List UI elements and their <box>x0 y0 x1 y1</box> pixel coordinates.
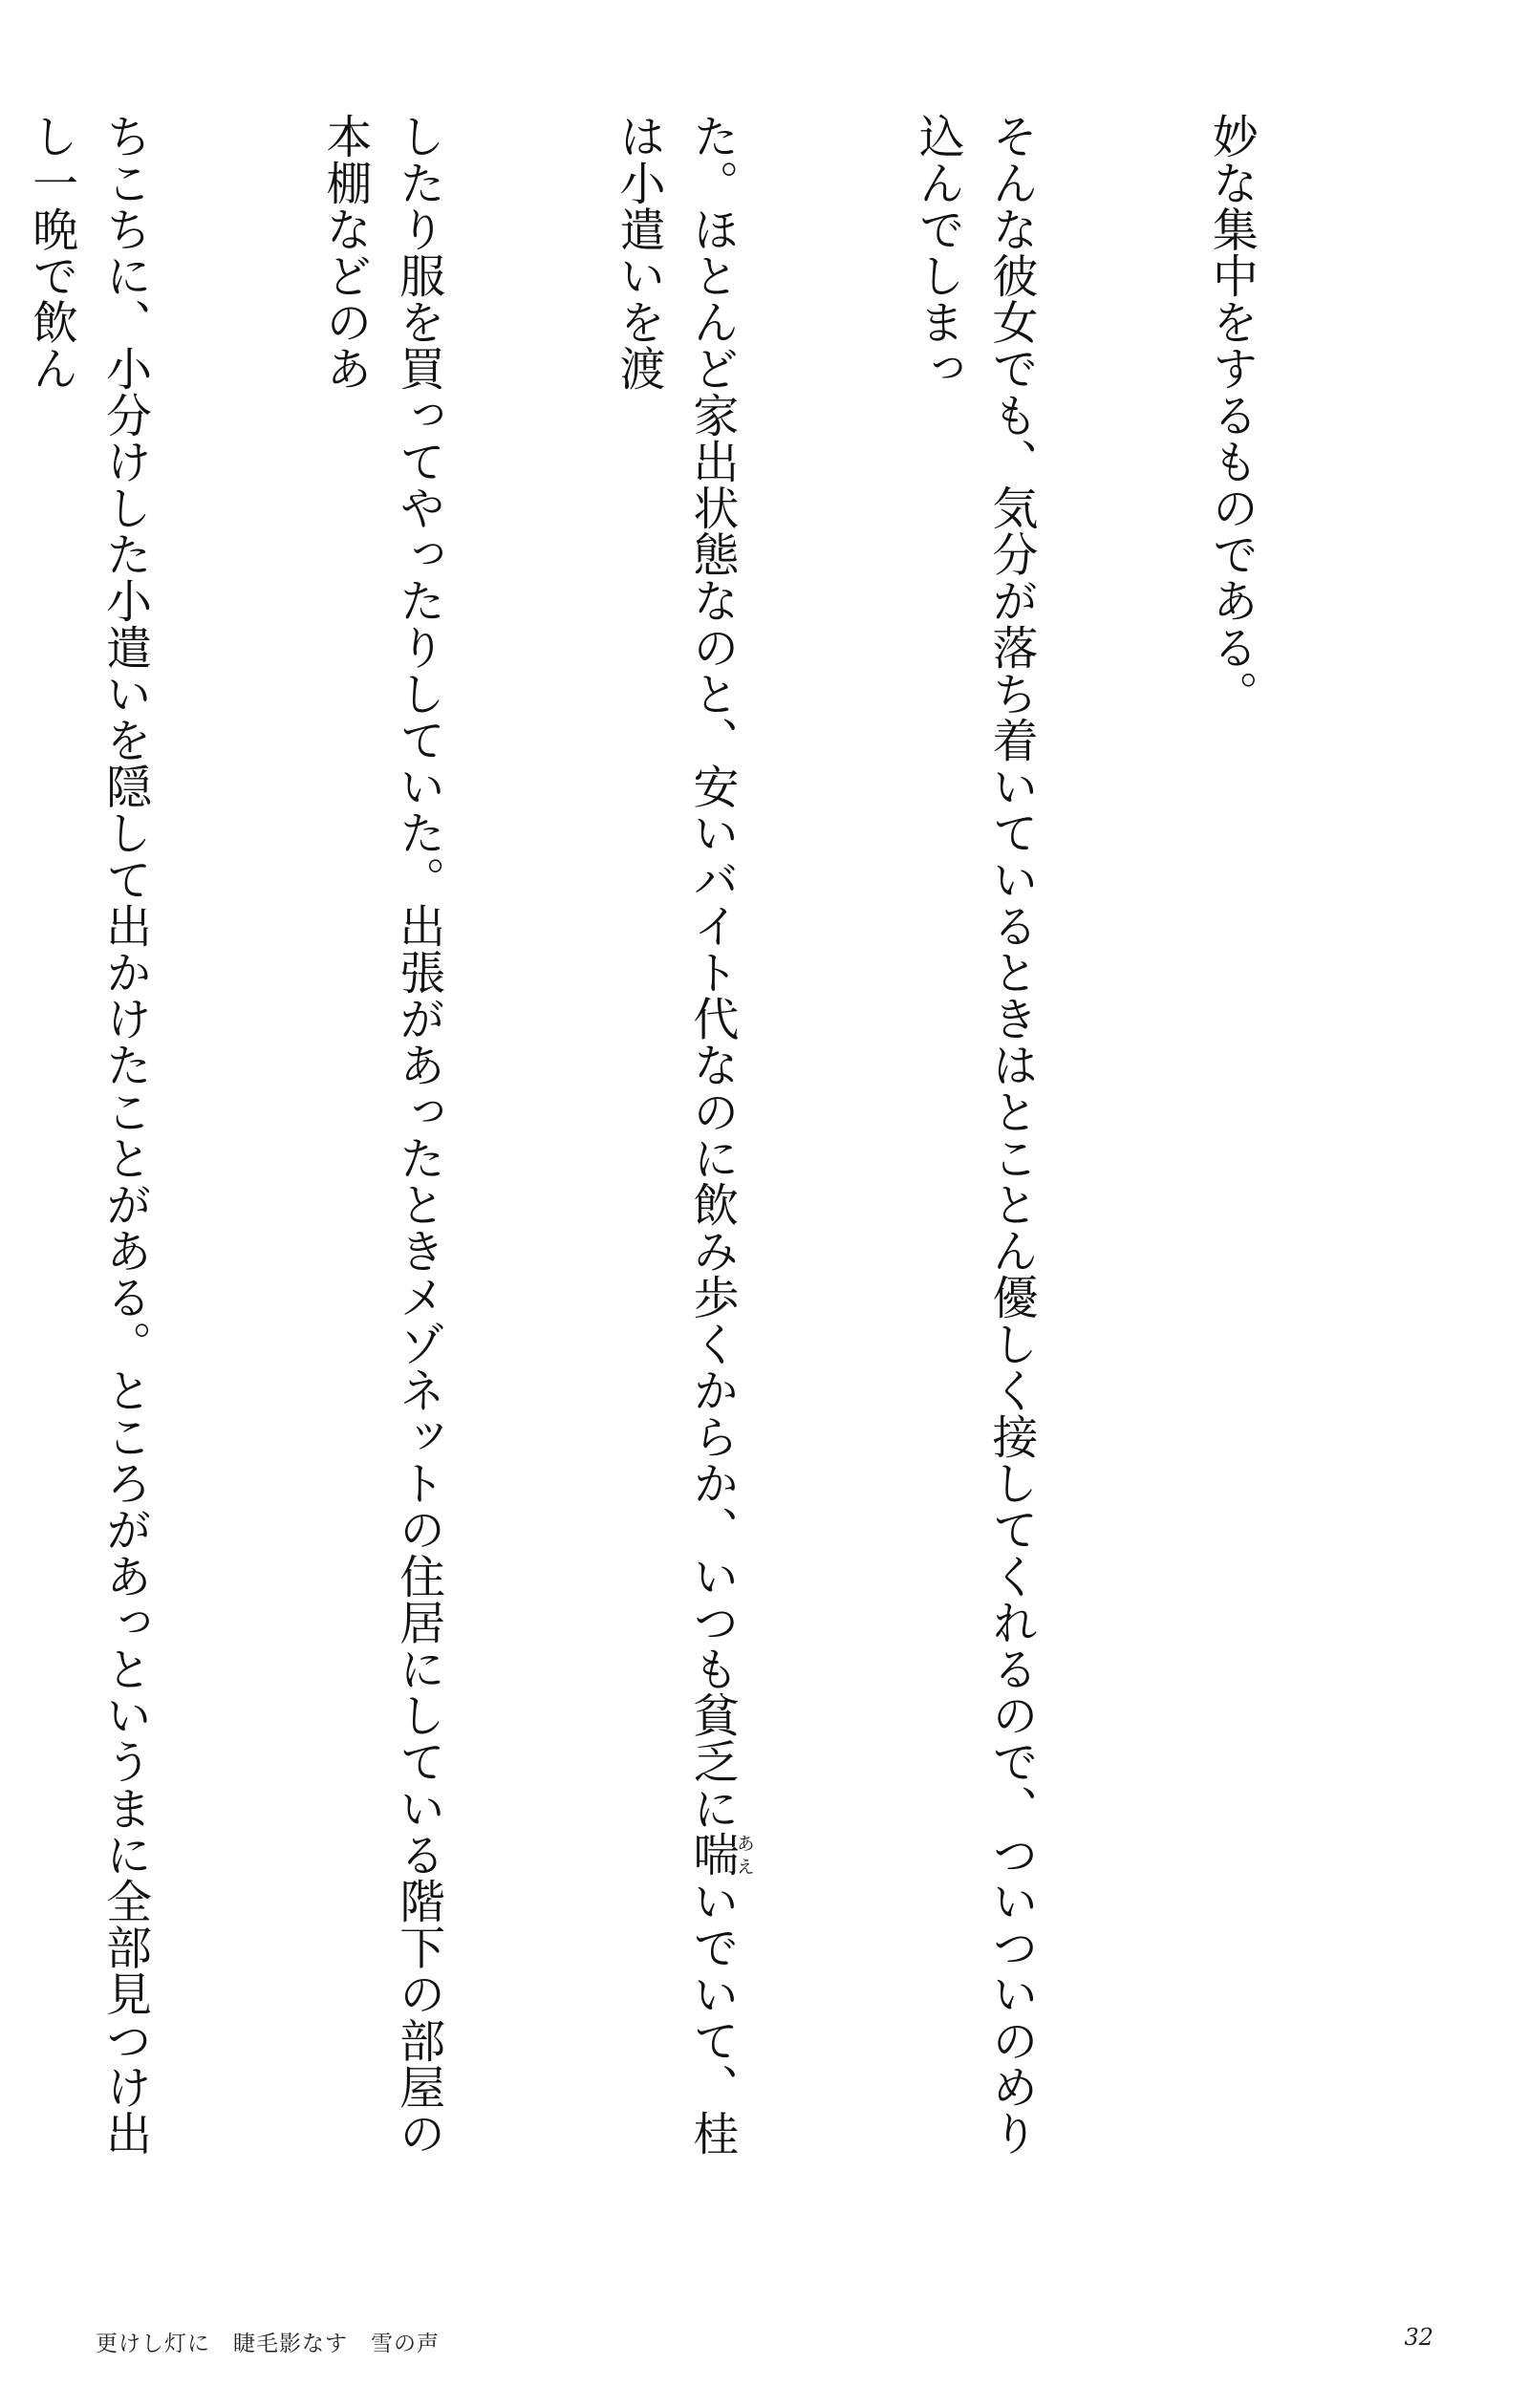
body-line <box>601 113 754 2196</box>
page-number: 32 <box>1404 2324 1433 2351</box>
body-line: したり服を買ってやったりしていた。出張があったときメゾネットの住居にしている階下の部屋の本棚などのあ <box>317 113 445 2157</box>
body-line-segment: は小遣いを渡 <box>612 113 666 392</box>
body-line: 妙な集中をするものである。 <box>1204 113 1259 717</box>
page-footer <box>0 2293 1529 2408</box>
body-line: ちこちに、小分けした小遣いを隠して出かけたことがある。ところがあっというまに全部見つけ出し一晩で飲ん <box>24 113 152 2157</box>
body-line: そんな彼女でも、気分が落ち着いているときはとことん優しく接してくれるので、ついついのめり込んでしまっ <box>911 113 1039 2157</box>
furigana-ruby <box>684 1831 755 1878</box>
body-line-segment: いでいて、 <box>684 1877 739 2110</box>
body-line-segment: 桂 <box>684 2109 739 2157</box>
running-title: 更けし灯に 睫毛影なす 雪の声 <box>96 2332 440 2356</box>
novel-body-text <box>24 113 1414 2196</box>
ruby-reading: あえ <box>733 1831 755 1878</box>
ruby-base: 喘 <box>684 1831 739 1878</box>
body-line-segment: た。ほとんど家出状態なのと、安いバイト代なのに飲み歩くからか、いつも貧乏に <box>684 113 739 1832</box>
